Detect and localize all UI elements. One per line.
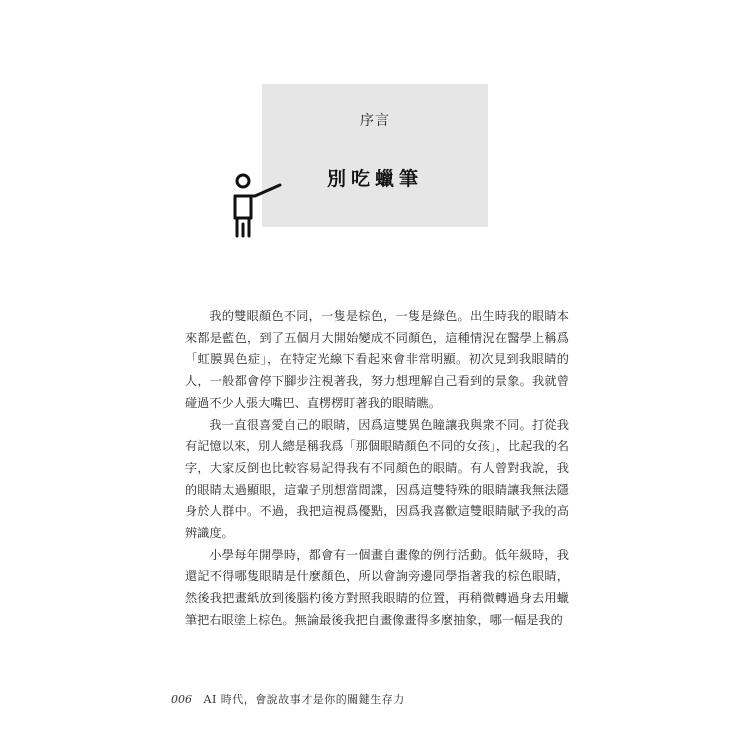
section-label: 序言: [360, 113, 390, 129]
paragraph-1: 我的雙眼顏色不同，一隻是棕色，一隻是綠色。出生時我的眼睛本來都是藍色，到了五個月大開始變成不同顏色，這種情況在醫學上稱爲「虹膜異色症」，在特定光線下看起來會非常明顯。初次見到我眼睛的人，一般都會停下腳步注視著我，努力想理解自己看到的景象。我就曾碰過不少人張大嘴巴、直楞楞盯著我的眼睛瞧。: [185, 309, 569, 410]
body-text: [185, 306, 569, 632]
chapter-title-box: [262, 84, 488, 227]
chapter-title: 別吃蠟筆: [326, 168, 423, 190]
teacher-pointing-icon: [226, 172, 288, 242]
page-number: 006: [171, 693, 192, 706]
paragraph-3: 小學每年開學時，都會有一個畫自畫像的例行活動。低年級時，我還記不得哪隻眼睛是什麼顏色，所以會詢旁邊同學指著我的棕色眼睛，然後我把畫紙放到後腦杓後方對照我眼睛的位置，再稍微轉過身去用蠟筆把右眼塗上棕色。無論最後我把自畫像畫得多麼抽象，哪一幅是我的: [185, 547, 569, 627]
paragraph-2: 我一直很喜愛自己的眼睛，因爲這雙異色瞳讓我與衆不同。打從我有記憶以來，別人總是稱我爲「那個眼睛顏色不同的女孩」，比起我的名字，大家反倒也比較容易記得我有不同顏色的眼睛。有人曾對我說，我的眼睛太過顯眼，這輩子別想當間諜，因爲這雙特殊的眼睛讓我無法隱身於人群中。不過，我把這視爲優點，因爲我喜歡這雙眼睛賦予我的高辨識度。: [185, 417, 569, 541]
page-footer: [171, 691, 405, 707]
running-book-title: AI 時代，會說故事才是你的關鍵生存力: [203, 693, 405, 706]
